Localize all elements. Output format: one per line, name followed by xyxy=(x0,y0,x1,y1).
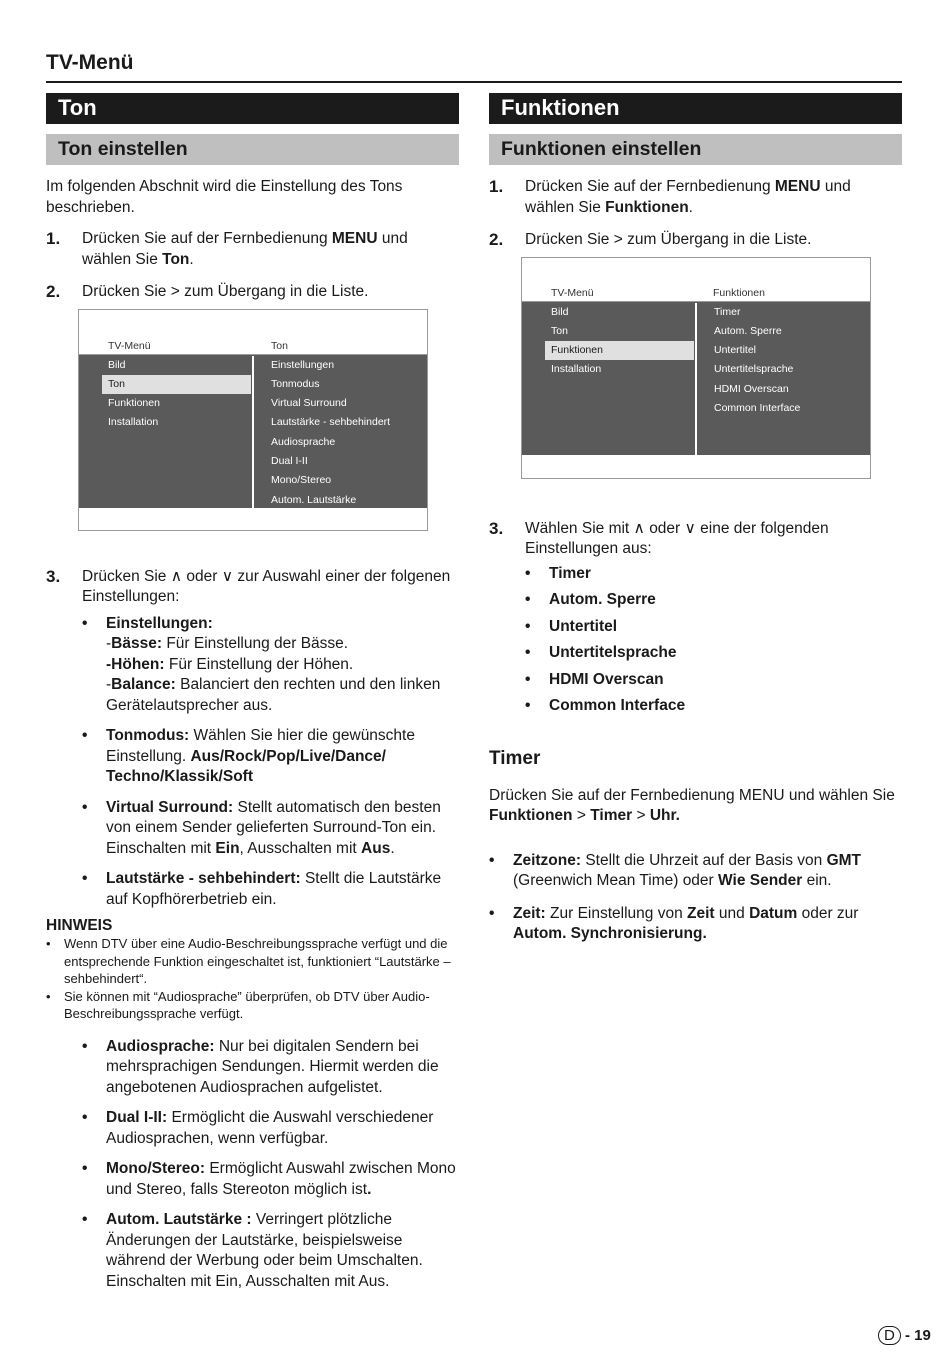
item-text: und xyxy=(714,904,750,922)
menu-right-item[interactable]: Audiosprache xyxy=(271,435,336,448)
list-item-zeitzone xyxy=(489,851,902,892)
item-text: (Greenwich Mean Time) oder xyxy=(513,872,719,889)
step-number: 2. xyxy=(489,230,504,249)
tv-menu-screenshot-ton xyxy=(78,309,428,531)
item-text: - xyxy=(106,635,112,652)
intro-text: Drücken Sie auf der Fernbedienung MENU und wählen Sie xyxy=(489,786,895,804)
step-bold: Funktionen xyxy=(605,198,689,216)
item-text: , Ausschalten mit xyxy=(239,839,362,857)
item-text: Wählen Sie hier die gewünschte Einstellung. xyxy=(106,727,415,765)
item-text: Nur bei digitalen Sendern bei mehrsprachigen Sendungen. Hiermit werden die angebotenen Audiosprachen aufgelistet. xyxy=(106,1037,439,1096)
item-text: Stellt die Lautstärke auf Kopfhörerbetrieb ein. xyxy=(106,870,442,908)
option-item xyxy=(549,590,902,611)
step-number: 1. xyxy=(46,229,61,248)
option-label: Untertitelsprache xyxy=(549,644,677,661)
item-bold: Audiosprache: xyxy=(106,1037,215,1055)
item-bold: Virtual Surround: xyxy=(106,798,234,816)
item-text: Zur Einstellung von xyxy=(545,904,688,922)
hinweis-title: HINWEIS xyxy=(46,917,113,934)
item-bold: GMT xyxy=(826,851,862,869)
list-item-zeit xyxy=(489,904,902,945)
option-label: Timer xyxy=(549,564,591,582)
item-bold: . xyxy=(367,1180,372,1198)
option-item xyxy=(549,696,902,717)
step-text: Drücken Sie auf der Fernbedienung xyxy=(525,178,775,195)
step-text: . xyxy=(688,198,693,216)
menu-left-item[interactable]: Installation xyxy=(108,416,159,429)
menu-right-item[interactable]: Lautstärke - sehbehindert xyxy=(271,416,391,429)
step-number: 3. xyxy=(489,518,504,538)
item-bold: Datum xyxy=(749,904,798,922)
menu-right-item[interactable]: Virtual Surround xyxy=(271,397,347,410)
menu-right-item[interactable]: Autom. Sperre xyxy=(714,324,782,337)
menu-header-right: Ton xyxy=(271,339,288,352)
menu-right-item[interactable]: Untertitelsprache xyxy=(714,363,794,376)
step-text: Drücken Sie auf der Fernbedienung xyxy=(82,230,332,247)
intro-text: > xyxy=(572,807,591,824)
item-bold: Dual I-II: xyxy=(106,1109,168,1126)
menu-right-item[interactable]: Untertitel xyxy=(714,344,757,357)
intro-bold: Timer xyxy=(590,807,633,824)
timer-intro xyxy=(489,786,902,827)
menu-left-item[interactable]: Funktionen xyxy=(545,341,694,360)
item-text: - xyxy=(106,676,112,693)
option-item xyxy=(549,564,902,585)
step-number: 1. xyxy=(489,177,504,196)
menu-left-item[interactable]: Bild xyxy=(551,305,569,318)
page-title: TV-Menü xyxy=(46,51,134,74)
list-item-einstellungen xyxy=(106,614,459,717)
settings-list xyxy=(46,614,459,911)
menu-right-item[interactable]: HDMI Overscan xyxy=(714,382,789,395)
menu-divider xyxy=(252,356,254,508)
right-column xyxy=(489,93,902,945)
menu-right-item[interactable]: Einstellungen xyxy=(271,358,335,371)
list-item-mono-stereo xyxy=(106,1159,459,1200)
list-item-dual xyxy=(106,1108,459,1149)
item-text: ein. xyxy=(802,872,832,889)
menu-header-right: Funktionen xyxy=(713,286,765,299)
item-bold: Wie Sender xyxy=(718,872,803,889)
menu-right-item[interactable]: Tonmodus xyxy=(271,377,320,390)
item-bold: Tonmodus: xyxy=(106,727,190,744)
page-header xyxy=(46,50,902,83)
step-3 xyxy=(46,567,459,608)
step-text: und wählen Sie xyxy=(525,178,851,216)
item-text: Ermöglicht Auswahl zwischen Mono und Stereo, falls Stereoton möglich ist xyxy=(106,1160,456,1198)
menu-header-left: TV-Menü xyxy=(551,286,594,299)
menu-right-item[interactable]: Autom. Lautstärke xyxy=(271,493,357,506)
subsection-title-funktionen-einstellen: Funktionen einstellen xyxy=(489,134,902,165)
step-2 xyxy=(489,230,902,251)
option-label: Common Interface xyxy=(549,697,686,714)
left-column xyxy=(46,93,459,1292)
hinweis-note-2: • Sie können mit “Audiosprache” überprüfen, ob DTV über Audio-Beschreibungssprache verfügt. xyxy=(46,988,459,1023)
intro-text: Im folgenden Abschnit wird die Einstellung des Tons beschrieben. xyxy=(46,178,403,216)
menu-left-item[interactable]: Funktionen xyxy=(108,397,160,410)
step-3 xyxy=(489,519,902,560)
item-bold: Autom. Lautstärke : xyxy=(106,1211,252,1228)
menu-right-item[interactable]: Common Interface xyxy=(714,402,801,414)
item-bold: Zeit: xyxy=(513,904,546,922)
step-number: 3. xyxy=(46,566,61,586)
step-text: Drücken Sie > zum Übergang in die Liste. xyxy=(525,231,812,248)
list-item-lautstaerke xyxy=(106,869,459,910)
step-1 xyxy=(46,229,459,270)
step-2 xyxy=(46,282,459,303)
item-bold: Zeit xyxy=(687,904,715,922)
item-text: Für Einstellung der Bässe. xyxy=(162,635,349,652)
item-bold: Mono/Stereo: xyxy=(106,1160,206,1177)
step-text: Drücken Sie > zum Übergang in die Liste. xyxy=(82,283,369,300)
step-bold: MENU xyxy=(774,178,821,195)
menu-left-item[interactable]: Ton xyxy=(102,375,251,394)
step-1 xyxy=(489,177,902,218)
list-item-tonmodus xyxy=(106,726,459,788)
item-bold: Bässe: xyxy=(111,635,163,652)
menu-header xyxy=(522,284,870,302)
item-bold: Aus/Rock/Pop/Live/Dance/ Techno/Klassik/Soft xyxy=(106,747,386,785)
subsection-title-ton-einstellen: Ton einstellen xyxy=(46,134,459,165)
page-number xyxy=(878,1326,931,1346)
item-text: Stellt die Uhrzeit auf der Basis von xyxy=(581,851,827,869)
option-item xyxy=(549,670,902,691)
item-bold: Ein xyxy=(215,839,240,857)
menu-right-item[interactable]: Timer xyxy=(714,305,741,318)
section-title-funktionen: Funktionen xyxy=(489,93,902,124)
item-bold: Zeitzone: xyxy=(513,851,582,869)
option-label: Untertitel xyxy=(549,617,618,635)
option-item xyxy=(549,617,902,638)
intro-text: > xyxy=(632,807,650,824)
step-text: . xyxy=(189,250,194,268)
item-bold: Aus xyxy=(361,839,391,857)
options-list xyxy=(489,564,902,717)
menu-header-left: TV-Menü xyxy=(108,339,151,352)
item-text: oder zur xyxy=(797,904,859,922)
list-item-virtual-surround xyxy=(106,798,459,860)
item-text: Balanciert den rechten und den linken Gerätelautsprecher aus. xyxy=(106,676,441,714)
option-label: HDMI Overscan xyxy=(549,670,664,688)
hinweis-note-1: • Wenn DTV über eine Audio-Beschreibungssprache verfügt und die entsprechende Funktion eingeschaltet ist, funktioniert “Lautstärke – sehbehindert“. xyxy=(46,935,459,988)
step-bold: MENU xyxy=(331,230,378,247)
page-number-text: - 19 xyxy=(905,1327,931,1344)
step-text: und wählen Sie xyxy=(82,230,408,268)
step-text: Wählen Sie mit ∧ oder ∨ eine der folgenden Einstellungen aus: xyxy=(525,519,829,557)
menu-left-item[interactable]: Installation xyxy=(551,363,602,376)
step-bold: Ton xyxy=(162,250,190,268)
item-text: Verringert plötzliche Änderungen der Lautstärke, beispielsweise während der Werbung oder beim Umschalten. Einschalten mit Ein, Ausschalten mit Aus. xyxy=(106,1211,423,1290)
list-item-autom-lautstaerke xyxy=(106,1210,459,1292)
tv-menu-screenshot-funktionen xyxy=(521,257,871,479)
hinweis-block xyxy=(46,916,459,1023)
menu-right-item[interactable]: Dual I-II xyxy=(271,455,308,467)
item-text: . xyxy=(390,839,395,857)
item-bold: Lautstärke - sehbehindert: xyxy=(106,870,301,887)
option-item xyxy=(549,643,902,664)
menu-right-item[interactable]: Mono/Stereo xyxy=(271,474,332,487)
step-text: Drücken Sie ∧ oder ∨ zur Auswahl einer der folgenen Einstellungen: xyxy=(82,567,451,605)
intro-bold: Funktionen xyxy=(489,807,573,824)
item-bold: Balance: xyxy=(111,676,176,693)
language-badge: D xyxy=(878,1326,901,1345)
item-text: Für Einstellung der Höhen. xyxy=(164,655,354,673)
item-text: Stellt automatisch den besten von einem Sender gelieferten Surround-Ton ein. Einschalten mit xyxy=(106,798,441,857)
timer-heading: Timer xyxy=(489,747,541,769)
menu-left-item[interactable]: Bild xyxy=(108,358,126,371)
menu-left-item[interactable]: Ton xyxy=(551,324,568,337)
menu-header xyxy=(79,337,427,355)
option-label: Autom. Sperre xyxy=(549,591,656,608)
item-text: Ermöglicht die Auswahl verschiedener Audiosprachen, wenn verfügbar. xyxy=(106,1109,434,1147)
settings-list-2 xyxy=(46,1037,459,1293)
intro-bold: Uhr. xyxy=(649,807,680,824)
list-item-audiosprache xyxy=(106,1037,459,1099)
step-number: 2. xyxy=(46,282,61,301)
item-bold: -Höhen: xyxy=(106,655,165,673)
menu-divider xyxy=(695,303,697,455)
section-title-ton: Ton xyxy=(46,93,459,124)
item-title: Einstellungen: xyxy=(106,614,213,632)
item-bold: Autom. Synchronisierung. xyxy=(513,925,707,942)
